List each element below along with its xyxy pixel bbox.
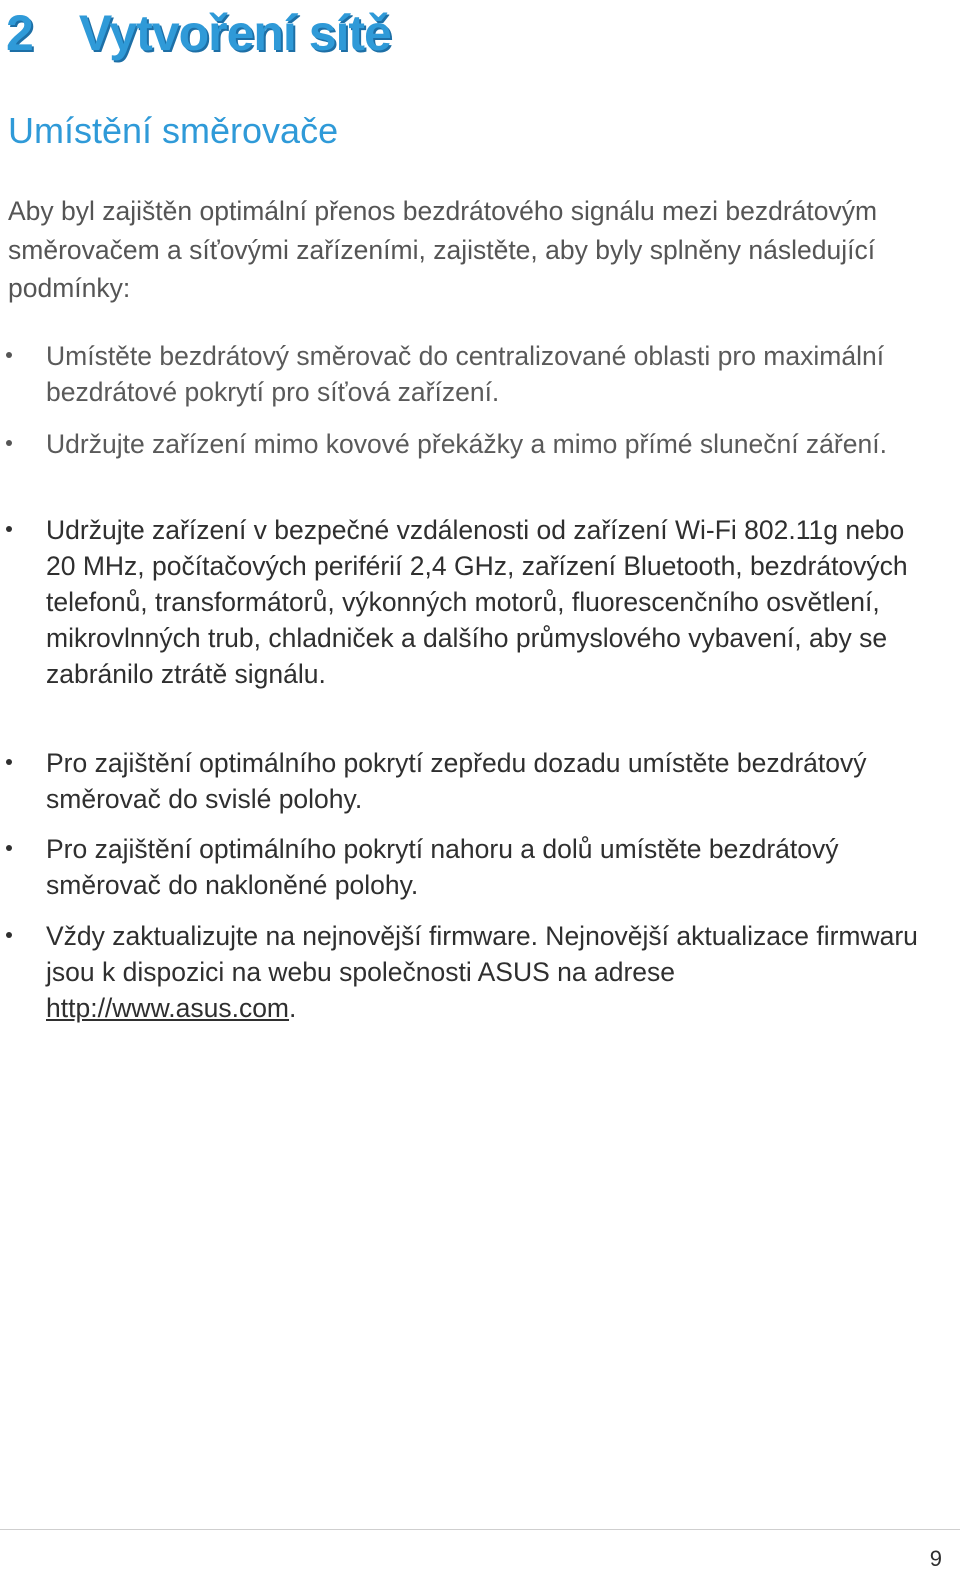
bullet-dot bbox=[6, 440, 12, 446]
bullet-text bbox=[46, 918, 926, 1026]
chapter-number: 2 bbox=[6, 5, 33, 61]
bullet-text: Udržujte zařízení mimo kovové překážky a mimo přímé sluneční záření. bbox=[46, 429, 887, 459]
bullet-dot bbox=[6, 932, 12, 938]
bullet-dot bbox=[6, 526, 12, 532]
intro-paragraph: Aby byl zajištěn optimální přenos bezdrátového signálu mezi bezdrátovým směrovačem a síťovými zařízeními, zajistěte, aby byly splněny následující podmínky: bbox=[8, 196, 878, 303]
footer-divider bbox=[0, 1529, 960, 1530]
bullet-dot bbox=[6, 759, 12, 765]
sentence-end: . bbox=[289, 993, 297, 1023]
bullet-text: Umístěte bezdrátový směrovač do centralizované oblasti pro maximální bezdrátové pokrytí pro síťová zařízení. bbox=[46, 341, 885, 407]
page-number: 9 bbox=[929, 1546, 942, 1571]
asus-website-link[interactable]: http://www.asus.com bbox=[46, 993, 290, 1023]
firmware-text: Vždy zaktualizujte na nejnovější firmware. Nejnovější aktualizace firmwaru jsou k dispozici na webu společnosti ASUS na adrese bbox=[46, 921, 918, 987]
bullet-dot bbox=[6, 352, 12, 358]
bullet-dot bbox=[6, 845, 12, 851]
chapter-heading bbox=[6, 0, 391, 66]
bullet-text: Udržujte zařízení v bezpečné vzdálenosti od zařízení Wi-Fi 802.11g nebo 20 MHz, počítačových periférií 2,4 GHz, zařízení Bluetooth, bezdrátových telefonů, transformátorů, výkonných motorů, fluorescenčního osvětlení, mikrovlnných trub, chladniček a dalšího průmyslového vybavení, aby se zabránilo ztrátě signálu. bbox=[46, 515, 908, 689]
chapter-title: Vytvoření sítě bbox=[78, 5, 391, 61]
bullet-text: Pro zajištění optimálního pokrytí zepředu dozadu umístěte bezdrátový směrovač do svislé polohy. bbox=[46, 748, 867, 814]
bullet-text: Pro zajištění optimálního pokrytí nahoru a dolů umístěte bezdrátový směrovač do nakloněné polohy. bbox=[46, 834, 839, 900]
section-title: Umístění směrovače bbox=[8, 110, 339, 151]
